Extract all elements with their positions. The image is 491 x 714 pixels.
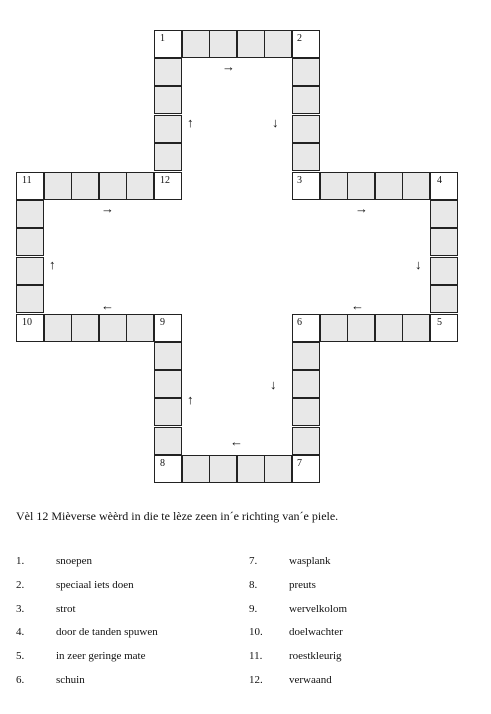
clue-number: 12. xyxy=(249,674,263,686)
grid-cell[interactable] xyxy=(320,172,348,200)
grid-cell[interactable] xyxy=(430,257,458,285)
grid-cell[interactable] xyxy=(126,172,154,200)
grid-cell[interactable] xyxy=(71,172,99,200)
clue-text: verwaand xyxy=(289,674,332,686)
grid-cell[interactable] xyxy=(292,370,320,398)
cell-number-3: 3 xyxy=(297,175,302,186)
cell-1[interactable] xyxy=(154,30,182,58)
grid-cell[interactable] xyxy=(430,200,458,228)
arrow-left-icon: ← xyxy=(351,298,364,313)
grid-cell[interactable] xyxy=(16,200,44,228)
cell-9[interactable] xyxy=(154,314,182,342)
cell-number-1: 1 xyxy=(160,33,165,44)
grid-cell[interactable] xyxy=(430,228,458,256)
grid-cell[interactable] xyxy=(44,172,72,200)
arrow-up-icon: ↑ xyxy=(187,115,194,130)
clue-number: 9. xyxy=(249,603,258,615)
arrow-down-icon: ↓ xyxy=(270,377,277,392)
grid-cell[interactable] xyxy=(292,58,320,86)
clue-text: wervelkolom xyxy=(289,603,348,615)
arrow-right-icon: → xyxy=(355,201,368,216)
grid-cell[interactable] xyxy=(430,285,458,313)
grid-cell[interactable] xyxy=(237,30,265,58)
cell-number-9: 9 xyxy=(160,317,165,328)
grid-cell[interactable] xyxy=(347,172,375,200)
grid-cell[interactable] xyxy=(402,314,430,342)
grid-cell[interactable] xyxy=(375,172,403,200)
grid-cell[interactable] xyxy=(16,285,44,313)
grid-cell[interactable] xyxy=(99,314,127,342)
clue-text: schuin xyxy=(56,674,85,686)
grid-cell[interactable] xyxy=(16,257,44,285)
grid-cell[interactable] xyxy=(44,314,72,342)
clue-number: 4. xyxy=(16,626,25,638)
grid-cell[interactable] xyxy=(154,370,182,398)
arrow-right-icon: → xyxy=(222,59,235,74)
grid-cell[interactable] xyxy=(292,427,320,455)
grid-cell[interactable] xyxy=(264,455,292,483)
grid-cell[interactable] xyxy=(154,398,182,426)
clue-number: 5. xyxy=(16,650,25,662)
clue-text: snoepen xyxy=(56,555,93,567)
grid-cell[interactable] xyxy=(71,314,99,342)
cell-number-5: 5 xyxy=(437,317,442,328)
clue-text: doelwachter xyxy=(289,626,343,638)
cell-number-11: 11 xyxy=(22,175,32,186)
grid-cell[interactable] xyxy=(154,115,182,143)
clue-number: 10. xyxy=(249,626,263,638)
cell-number-2: 2 xyxy=(297,33,302,44)
clue-number: 7. xyxy=(249,555,258,567)
cell-number-10: 10 xyxy=(22,317,32,328)
arrow-down-icon: ↓ xyxy=(272,115,279,130)
cell-number-7: 7 xyxy=(297,458,302,469)
arrow-down-icon: ↓ xyxy=(415,257,422,272)
cell-number-4: 4 xyxy=(437,175,442,186)
grid-cell[interactable] xyxy=(320,314,348,342)
cell-8[interactable] xyxy=(154,455,182,483)
clue-number: 3. xyxy=(16,603,25,615)
grid-cell[interactable] xyxy=(347,314,375,342)
grid-cell[interactable] xyxy=(209,455,237,483)
clue-text: preuts xyxy=(289,579,316,591)
clue-number: 11. xyxy=(249,650,263,662)
clue-text: roestkleurig xyxy=(289,650,342,662)
grid-cell[interactable] xyxy=(402,172,430,200)
cell-number-6: 6 xyxy=(297,317,302,328)
grid-cell[interactable] xyxy=(292,86,320,114)
grid-cell[interactable] xyxy=(16,228,44,256)
grid-cell[interactable] xyxy=(292,342,320,370)
clue-text: in zeer geringe mate xyxy=(56,650,146,662)
grid-cell[interactable] xyxy=(99,172,127,200)
grid-cell[interactable] xyxy=(264,30,292,58)
grid-cell[interactable] xyxy=(182,30,210,58)
arrow-right-icon: → xyxy=(101,201,114,216)
grid-cell[interactable] xyxy=(292,398,320,426)
clue-text: wasplank xyxy=(289,555,331,567)
grid-cell[interactable] xyxy=(182,455,210,483)
grid-cell[interactable] xyxy=(375,314,403,342)
arrow-left-icon: ← xyxy=(101,298,114,313)
grid-cell[interactable] xyxy=(154,143,182,171)
cell-5[interactable] xyxy=(430,314,458,342)
grid-cell[interactable] xyxy=(154,427,182,455)
grid-cell[interactable] xyxy=(237,455,265,483)
arrow-left-icon: ← xyxy=(230,434,243,449)
grid-cell[interactable] xyxy=(292,115,320,143)
grid-cell[interactable] xyxy=(154,342,182,370)
cell-number-8: 8 xyxy=(160,458,165,469)
arrow-up-icon: ↑ xyxy=(187,392,194,407)
clue-number: 8. xyxy=(249,579,258,591)
clue-number: 6. xyxy=(16,674,25,686)
clue-text: strot xyxy=(56,603,76,615)
grid-cell[interactable] xyxy=(154,58,182,86)
grid-cell[interactable] xyxy=(154,86,182,114)
clue-text: speciaal iets doen xyxy=(56,579,134,591)
cell-4[interactable] xyxy=(430,172,458,200)
grid-cell[interactable] xyxy=(292,143,320,171)
clue-text: door de tanden spuwen xyxy=(56,626,158,638)
cell-number-12: 12 xyxy=(160,175,170,186)
clue-number: 2. xyxy=(16,579,25,591)
grid-cell[interactable] xyxy=(126,314,154,342)
puzzle-instruction: Vèl 12 Mièverse wèèrd in die te lèze zeen in´e richting van´e piele. xyxy=(16,509,339,523)
arrow-up-icon: ↑ xyxy=(49,257,56,272)
clue-number: 1. xyxy=(16,555,25,567)
grid-cell[interactable] xyxy=(209,30,237,58)
